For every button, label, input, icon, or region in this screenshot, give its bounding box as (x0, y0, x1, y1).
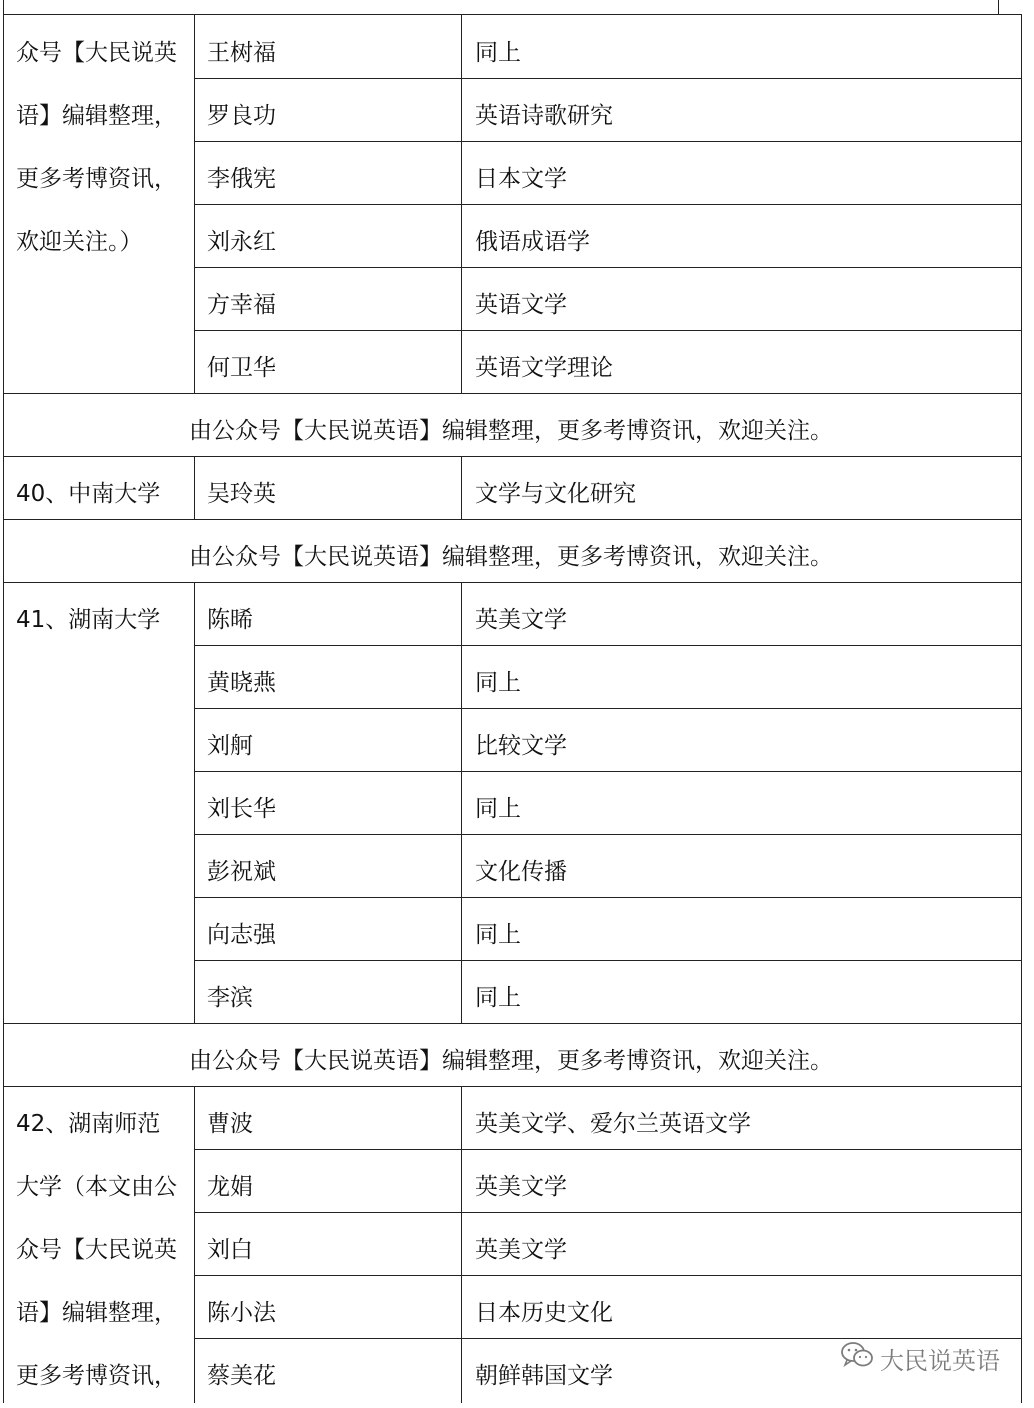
row-line (194, 834, 1022, 835)
top-corner-line (998, 0, 999, 14)
research-field: 朝鲜韩国文学 (475, 1363, 613, 1389)
professor-name: 曹波 (207, 1111, 253, 1137)
research-field: 比较文学 (475, 733, 567, 759)
professor-name: 黄晓燕 (207, 670, 276, 696)
row-line (194, 897, 1022, 898)
row-line (194, 645, 1022, 646)
university-line: 大学（本文由公 (16, 1174, 177, 1200)
professor-name: 王树福 (207, 40, 276, 66)
professor-name: 向志强 (207, 922, 276, 948)
research-field: 英语文学 (475, 292, 567, 318)
research-field: 同上 (475, 670, 521, 696)
row-line (194, 204, 1022, 205)
professor-name: 龙娟 (207, 1174, 253, 1200)
professor-name: 吴玲英 (207, 481, 276, 507)
row-line (194, 330, 1022, 331)
university-line: 语】编辑整理， (16, 1300, 177, 1326)
col-divider-2 (461, 582, 462, 1023)
professor-name: 李俄宪 (207, 166, 276, 192)
research-field: 英美文学 (475, 607, 567, 633)
research-field: 文学与文化研究 (475, 481, 636, 507)
professor-name: 彭祝斌 (207, 859, 276, 885)
research-field: 日本文学 (475, 166, 567, 192)
research-field: 英美文学 (475, 1237, 567, 1263)
professor-name: 李滨 (207, 985, 253, 1011)
table-border-top (3, 14, 1022, 15)
university-cell: 41、湖南大学 (16, 607, 161, 633)
research-field: 文化传播 (475, 859, 567, 885)
table-border-left (3, 0, 4, 1403)
wechat-icon (840, 1341, 874, 1375)
col-divider-1 (194, 456, 195, 519)
research-field: 英语诗歌研究 (475, 103, 613, 129)
research-field: 同上 (475, 985, 521, 1011)
university-line: 欢迎关注。） (16, 229, 143, 255)
professor-name: 何卫华 (207, 355, 276, 381)
professor-name: 蔡美花 (207, 1363, 276, 1389)
professor-name: 刘舸 (207, 733, 253, 759)
professor-name: 陈小法 (207, 1300, 276, 1326)
col-divider-2 (461, 456, 462, 519)
professor-name: 刘长华 (207, 796, 276, 822)
watermark-text: 大民说英语 (880, 1346, 1000, 1375)
source-banner: 由公众号【大民说英语】编辑整理，更多考博资讯，欢迎关注。 (189, 544, 833, 570)
professor-name: 刘白 (207, 1237, 253, 1263)
professor-name: 陈晞 (207, 607, 253, 633)
row-line (194, 78, 1022, 79)
row-line (194, 1275, 1022, 1276)
row-line (194, 960, 1022, 961)
professor-name: 罗良功 (207, 103, 276, 129)
university-line: 语】编辑整理， (16, 103, 177, 129)
professor-name: 方幸福 (207, 292, 276, 318)
research-field: 同上 (475, 796, 521, 822)
source-banner: 由公众号【大民说英语】编辑整理，更多考博资讯，欢迎关注。 (189, 418, 833, 444)
col-divider-2 (461, 1086, 462, 1403)
university-cell: 40、中南大学 (16, 481, 161, 507)
row-line (194, 1212, 1022, 1213)
watermark (840, 1338, 1000, 1378)
university-line: 更多考博资讯， (16, 1363, 177, 1389)
research-field: 俄语成语学 (475, 229, 590, 255)
research-field: 英美文学、爱尔兰英语文学 (475, 1111, 751, 1137)
row-line (194, 708, 1022, 709)
row-line (194, 771, 1022, 772)
university-line: 众号【大民说英 (16, 1237, 177, 1263)
research-field: 日本历史文化 (475, 1300, 613, 1326)
source-banner: 由公众号【大民说英语】编辑整理，更多考博资讯，欢迎关注。 (189, 1048, 833, 1074)
col-divider-1 (194, 582, 195, 1023)
professor-name: 刘永红 (207, 229, 276, 255)
row-line (194, 267, 1022, 268)
university-line: 42、湖南师范 (16, 1111, 161, 1137)
university-line: 众号【大民说英 (16, 40, 177, 66)
research-field: 英语文学理论 (475, 355, 613, 381)
university-line: 更多考博资讯， (16, 166, 177, 192)
research-field: 同上 (475, 40, 521, 66)
research-field: 英美文学 (475, 1174, 567, 1200)
research-field: 同上 (475, 922, 521, 948)
col-divider-1 (194, 1086, 195, 1403)
